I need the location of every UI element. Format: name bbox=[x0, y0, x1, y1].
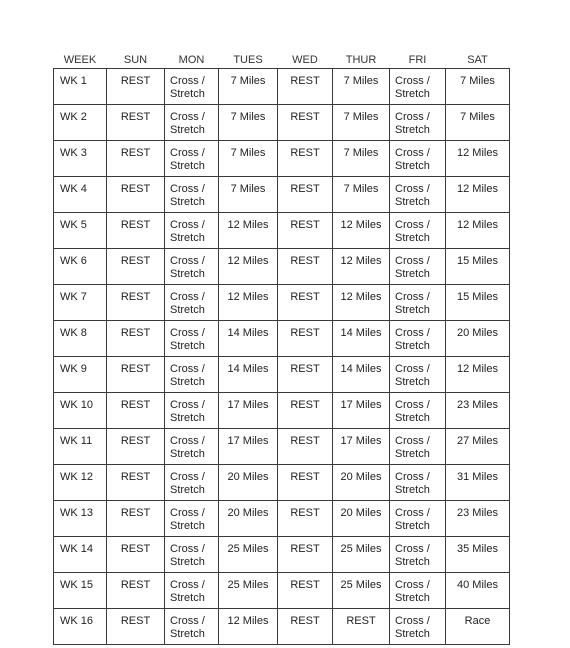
header-mon: MON bbox=[178, 53, 205, 66]
cell-week: WK 13 bbox=[54, 501, 107, 537]
cell-fri: Cross / Stretch bbox=[390, 465, 446, 501]
header-row bbox=[54, 51, 510, 69]
cell-sun: REST bbox=[107, 321, 165, 357]
cell-thur: 14 Miles bbox=[333, 321, 390, 357]
cell-sat: 40 Miles bbox=[446, 573, 510, 609]
table-row bbox=[54, 285, 510, 321]
table-row bbox=[54, 213, 510, 249]
table-row bbox=[54, 537, 510, 573]
cell-sat: 23 Miles bbox=[446, 501, 510, 537]
cell-sat: 35 Miles bbox=[446, 537, 510, 573]
cell-tues: 7 Miles bbox=[219, 141, 278, 177]
cell-week: WK 16 bbox=[54, 609, 107, 645]
cell-sat: 20 Miles bbox=[446, 321, 510, 357]
table-row bbox=[54, 249, 510, 285]
cell-tues: 7 Miles bbox=[219, 69, 278, 105]
cell-tues: 20 Miles bbox=[219, 501, 278, 537]
cell-mon: Cross / Stretch bbox=[165, 285, 219, 321]
cell-thur: 7 Miles bbox=[333, 69, 390, 105]
cell-sun: REST bbox=[107, 537, 165, 573]
table-row bbox=[54, 573, 510, 609]
cell-week: WK 1 bbox=[54, 69, 107, 105]
cell-tues: 7 Miles bbox=[219, 177, 278, 213]
cell-fri: Cross / Stretch bbox=[390, 249, 446, 285]
cell-wed: REST bbox=[278, 321, 333, 357]
cell-sat: 27 Miles bbox=[446, 429, 510, 465]
cell-fri: Cross / Stretch bbox=[390, 177, 446, 213]
cell-week: WK 3 bbox=[54, 141, 107, 177]
cell-fri: Cross / Stretch bbox=[390, 69, 446, 105]
cell-wed: REST bbox=[278, 357, 333, 393]
cell-tues: 14 Miles bbox=[219, 357, 278, 393]
cell-mon: Cross / Stretch bbox=[165, 609, 219, 645]
cell-tues: 17 Miles bbox=[219, 393, 278, 429]
cell-fri: Cross / Stretch bbox=[390, 573, 446, 609]
cell-wed: REST bbox=[278, 537, 333, 573]
cell-sun: REST bbox=[107, 465, 165, 501]
cell-sat: 12 Miles bbox=[446, 141, 510, 177]
cell-mon: Cross / Stretch bbox=[165, 537, 219, 573]
table-row bbox=[54, 465, 510, 501]
table-body bbox=[54, 69, 510, 645]
cell-mon: Cross / Stretch bbox=[165, 321, 219, 357]
cell-fri: Cross / Stretch bbox=[390, 393, 446, 429]
cell-tues: 12 Miles bbox=[219, 609, 278, 645]
cell-tues: 20 Miles bbox=[219, 465, 278, 501]
cell-fri: Cross / Stretch bbox=[390, 501, 446, 537]
cell-fri: Cross / Stretch bbox=[390, 537, 446, 573]
cell-wed: REST bbox=[278, 105, 333, 141]
cell-thur: 7 Miles bbox=[333, 141, 390, 177]
cell-sun: REST bbox=[107, 141, 165, 177]
cell-week: WK 14 bbox=[54, 537, 107, 573]
cell-mon: Cross / Stretch bbox=[165, 213, 219, 249]
cell-thur: 14 Miles bbox=[333, 357, 390, 393]
cell-mon: Cross / Stretch bbox=[165, 69, 219, 105]
cell-week: WK 10 bbox=[54, 393, 107, 429]
cell-sun: REST bbox=[107, 69, 165, 105]
table-row bbox=[54, 393, 510, 429]
cell-wed: REST bbox=[278, 213, 333, 249]
cell-wed: REST bbox=[278, 501, 333, 537]
header-sat: SAT bbox=[467, 53, 488, 66]
table-row bbox=[54, 177, 510, 213]
cell-wed: REST bbox=[278, 393, 333, 429]
header-tues: TUES bbox=[233, 53, 263, 66]
cell-wed: REST bbox=[278, 69, 333, 105]
cell-sun: REST bbox=[107, 429, 165, 465]
cell-mon: Cross / Stretch bbox=[165, 501, 219, 537]
cell-mon: Cross / Stretch bbox=[165, 141, 219, 177]
cell-wed: REST bbox=[278, 573, 333, 609]
cell-fri: Cross / Stretch bbox=[390, 213, 446, 249]
cell-wed: REST bbox=[278, 177, 333, 213]
cell-tues: 7 Miles bbox=[219, 105, 278, 141]
cell-thur: 17 Miles bbox=[333, 429, 390, 465]
cell-thur: 12 Miles bbox=[333, 213, 390, 249]
cell-thur: 25 Miles bbox=[333, 537, 390, 573]
cell-week: WK 4 bbox=[54, 177, 107, 213]
cell-mon: Cross / Stretch bbox=[165, 177, 219, 213]
cell-sat: 7 Miles bbox=[446, 105, 510, 141]
table-row bbox=[54, 609, 510, 645]
cell-tues: 25 Miles bbox=[219, 573, 278, 609]
cell-week: WK 9 bbox=[54, 357, 107, 393]
header-thur: THUR bbox=[345, 53, 377, 66]
cell-thur: REST bbox=[333, 609, 390, 645]
cell-thur: 7 Miles bbox=[333, 177, 390, 213]
cell-sun: REST bbox=[107, 285, 165, 321]
table-row bbox=[54, 321, 510, 357]
cell-week: WK 15 bbox=[54, 573, 107, 609]
cell-tues: 12 Miles bbox=[219, 213, 278, 249]
cell-fri: Cross / Stretch bbox=[390, 609, 446, 645]
cell-sat: 23 Miles bbox=[446, 393, 510, 429]
cell-tues: 12 Miles bbox=[219, 249, 278, 285]
cell-sat: 12 Miles bbox=[446, 213, 510, 249]
cell-sat: 15 Miles bbox=[446, 285, 510, 321]
cell-tues: 14 Miles bbox=[219, 321, 278, 357]
cell-sun: REST bbox=[107, 573, 165, 609]
table-row bbox=[54, 357, 510, 393]
table-row bbox=[54, 501, 510, 537]
cell-wed: REST bbox=[278, 465, 333, 501]
cell-wed: REST bbox=[278, 429, 333, 465]
cell-mon: Cross / Stretch bbox=[165, 573, 219, 609]
cell-wed: REST bbox=[278, 285, 333, 321]
cell-sat: 15 Miles bbox=[446, 249, 510, 285]
cell-thur: 12 Miles bbox=[333, 285, 390, 321]
cell-mon: Cross / Stretch bbox=[165, 249, 219, 285]
cell-week: WK 8 bbox=[54, 321, 107, 357]
cell-fri: Cross / Stretch bbox=[390, 285, 446, 321]
cell-sat: 12 Miles bbox=[446, 177, 510, 213]
training-schedule-table bbox=[53, 51, 510, 645]
cell-sat: 31 Miles bbox=[446, 465, 510, 501]
cell-fri: Cross / Stretch bbox=[390, 321, 446, 357]
table-row bbox=[54, 141, 510, 177]
cell-fri: Cross / Stretch bbox=[390, 429, 446, 465]
cell-tues: 17 Miles bbox=[219, 429, 278, 465]
cell-sun: REST bbox=[107, 249, 165, 285]
cell-mon: Cross / Stretch bbox=[165, 357, 219, 393]
cell-tues: 25 Miles bbox=[219, 537, 278, 573]
cell-thur: 17 Miles bbox=[333, 393, 390, 429]
cell-wed: REST bbox=[278, 141, 333, 177]
table-header bbox=[54, 51, 510, 69]
table-row bbox=[54, 105, 510, 141]
header-fri: FRI bbox=[408, 53, 427, 66]
cell-sun: REST bbox=[107, 501, 165, 537]
cell-mon: Cross / Stretch bbox=[165, 429, 219, 465]
cell-sun: REST bbox=[107, 393, 165, 429]
cell-week: WK 7 bbox=[54, 285, 107, 321]
cell-thur: 25 Miles bbox=[333, 573, 390, 609]
cell-sun: REST bbox=[107, 177, 165, 213]
header-week: WEEK bbox=[63, 53, 97, 66]
cell-tues: 12 Miles bbox=[219, 285, 278, 321]
cell-sun: REST bbox=[107, 213, 165, 249]
cell-sat: 12 Miles bbox=[446, 357, 510, 393]
header-wed: WED bbox=[292, 53, 318, 66]
cell-sat: Race bbox=[446, 609, 510, 645]
cell-sun: REST bbox=[107, 357, 165, 393]
cell-thur: 12 Miles bbox=[333, 249, 390, 285]
cell-week: WK 6 bbox=[54, 249, 107, 285]
cell-wed: REST bbox=[278, 249, 333, 285]
cell-week: WK 2 bbox=[54, 105, 107, 141]
cell-sat: 7 Miles bbox=[446, 69, 510, 105]
cell-week: WK 12 bbox=[54, 465, 107, 501]
cell-week: WK 5 bbox=[54, 213, 107, 249]
table-row bbox=[54, 429, 510, 465]
table-row bbox=[54, 69, 510, 105]
cell-fri: Cross / Stretch bbox=[390, 141, 446, 177]
cell-sun: REST bbox=[107, 609, 165, 645]
cell-week: WK 11 bbox=[54, 429, 107, 465]
cell-thur: 20 Miles bbox=[333, 501, 390, 537]
cell-wed: REST bbox=[278, 609, 333, 645]
cell-mon: Cross / Stretch bbox=[165, 465, 219, 501]
cell-thur: 7 Miles bbox=[333, 105, 390, 141]
cell-mon: Cross / Stretch bbox=[165, 393, 219, 429]
cell-mon: Cross / Stretch bbox=[165, 105, 219, 141]
cell-thur: 20 Miles bbox=[333, 465, 390, 501]
cell-fri: Cross / Stretch bbox=[390, 105, 446, 141]
cell-sun: REST bbox=[107, 105, 165, 141]
cell-fri: Cross / Stretch bbox=[390, 357, 446, 393]
header-sun: SUN bbox=[123, 53, 148, 66]
